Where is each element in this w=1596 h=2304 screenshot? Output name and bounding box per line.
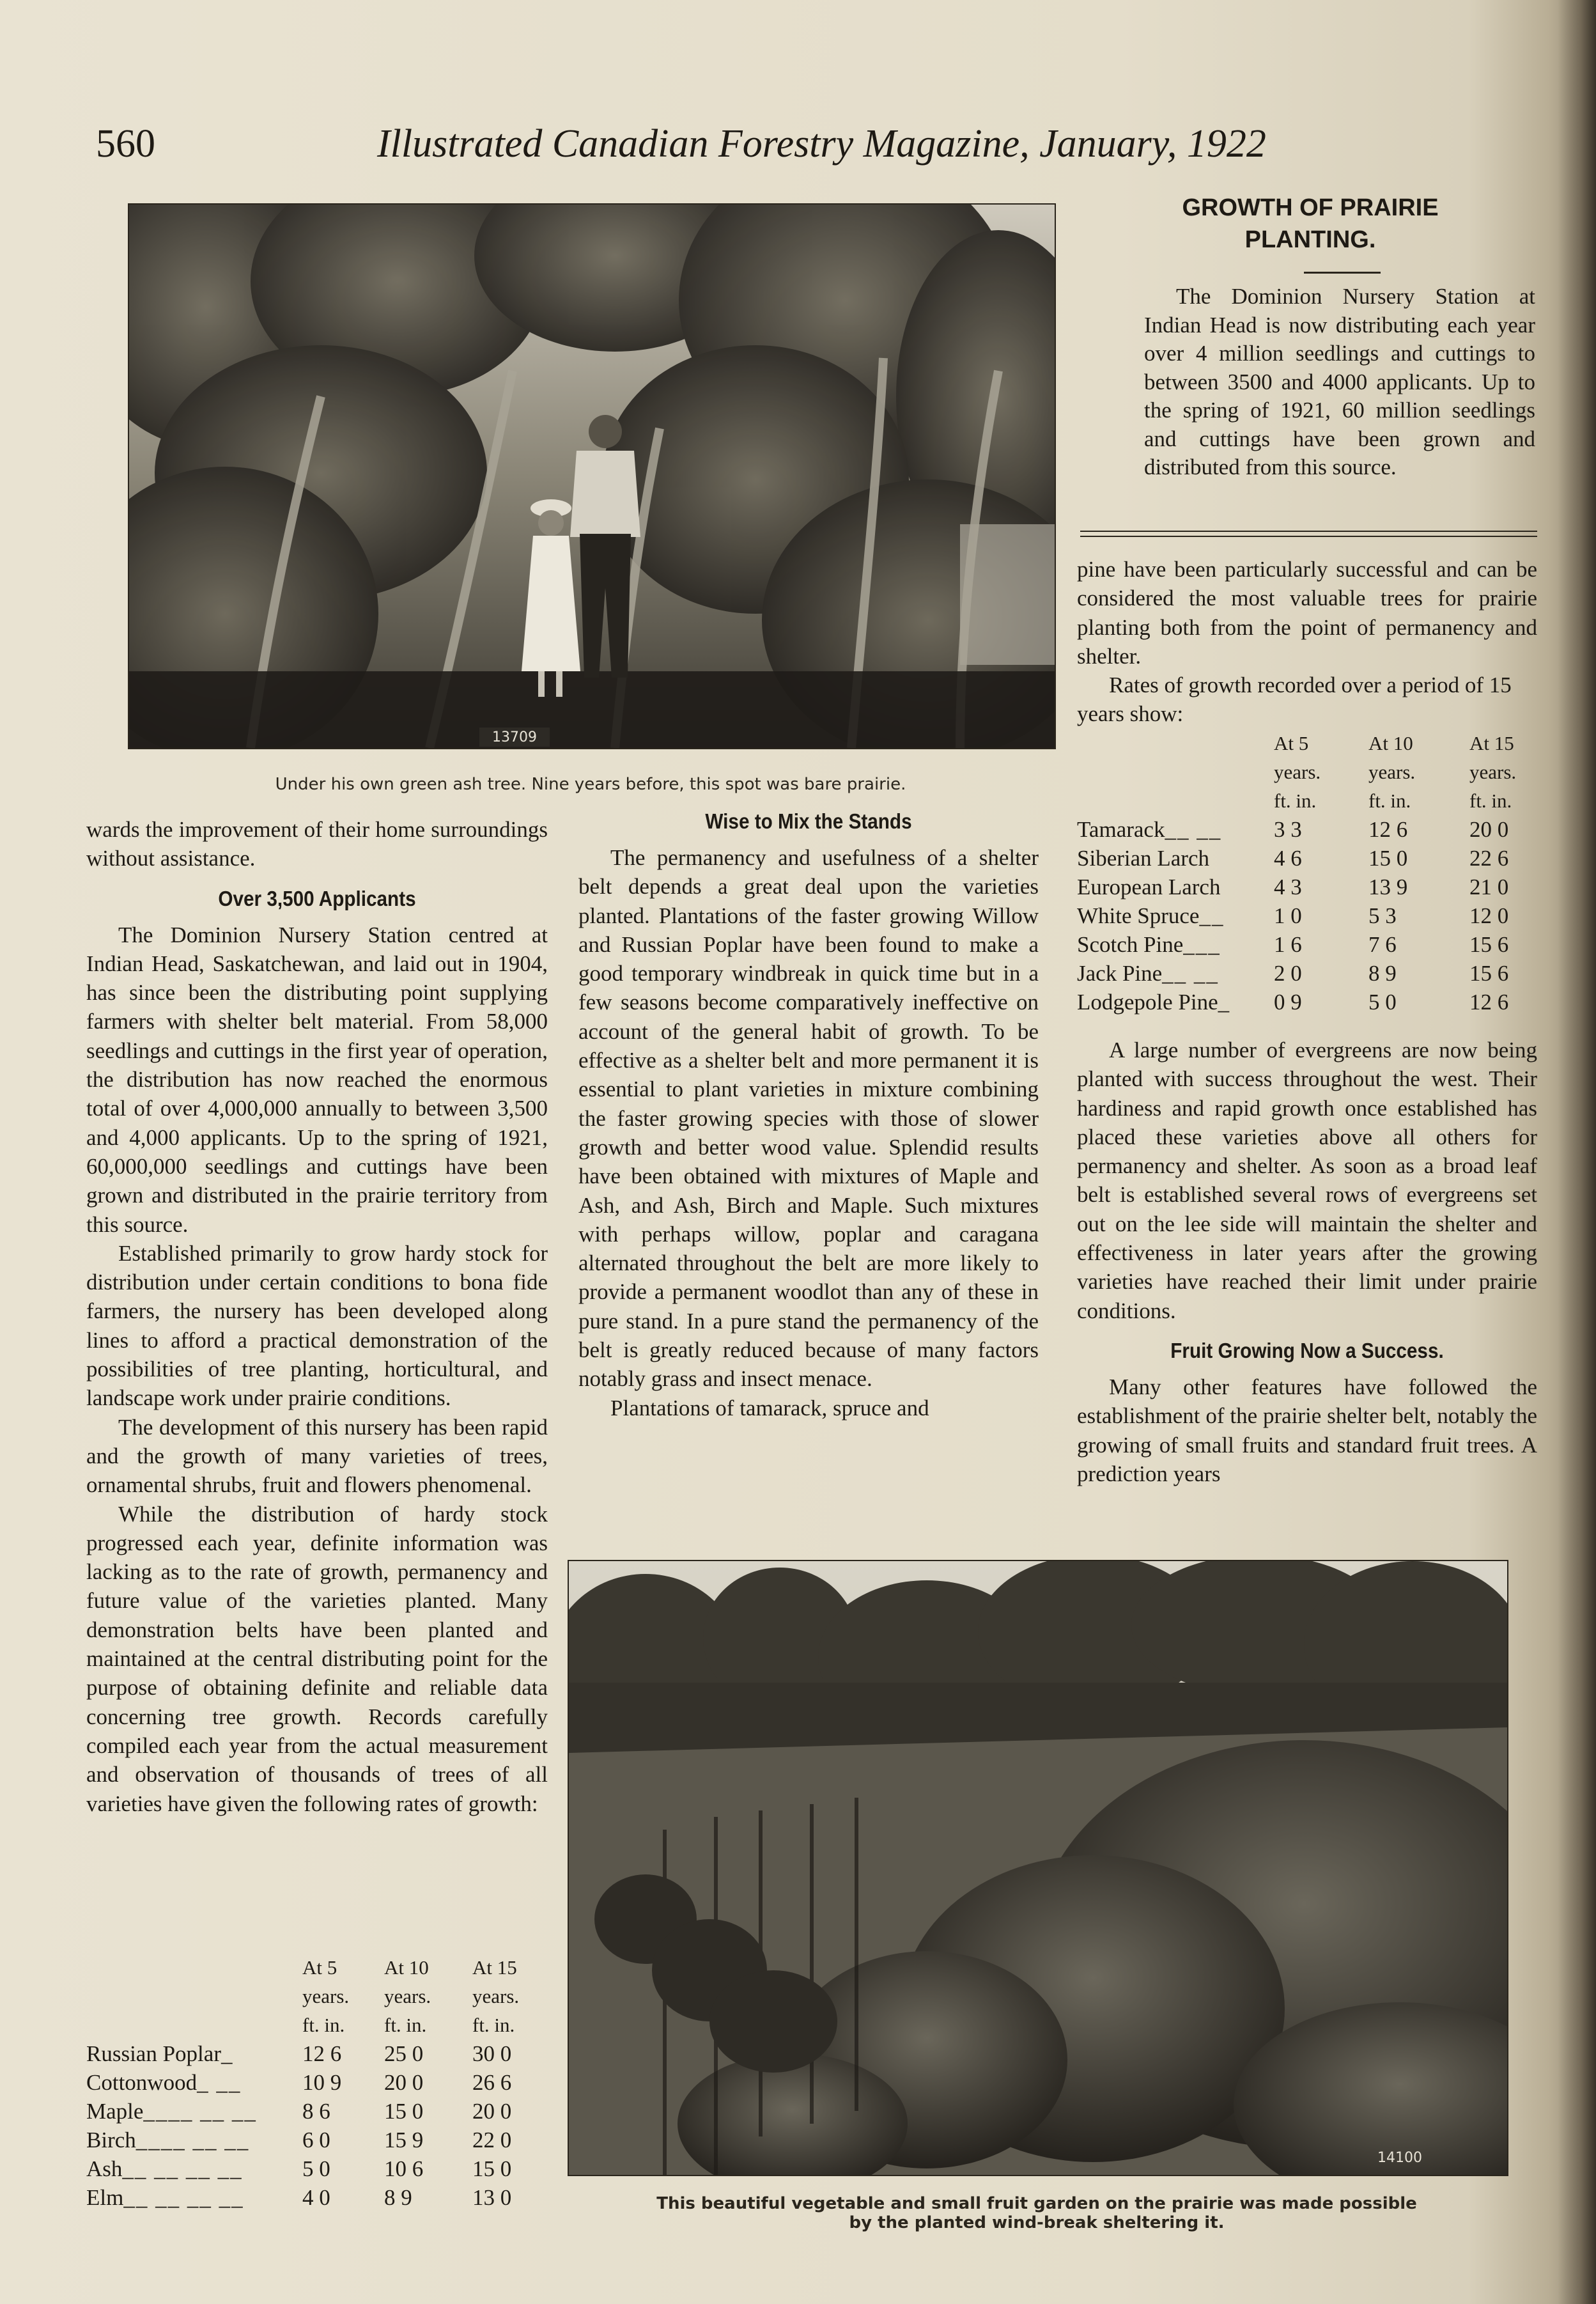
table-row [86,2039,549,2068]
col3-para-3: Many other features have followed the establishment of the prairie shelter belt, notably the growing of small fruits and standard fruit trees. A prediction years [1077,1374,1537,1486]
sidebar-double-rule [1080,531,1537,537]
growth-value: 1 6 [1274,932,1302,957]
table-subheader: years. [384,1985,431,2007]
growth-value: 22 6 [1469,846,1509,871]
table-units: ft. in. [384,2014,427,2036]
growth-value: 8 6 [302,2099,330,2124]
leader-dots: ____ __ __ [143,2099,257,2124]
tree-name: Jack Pine [1077,961,1163,986]
table-row [86,2097,549,2126]
photo-caption-top: Under his own green ash tree. Nine years before, this spot was bare prairie. [275,775,906,794]
tree-name: Maple [86,2099,144,2124]
sidebar-title [1080,192,1540,256]
table-row [1077,901,1553,930]
table-header-row [1077,729,1553,758]
growth-value: 3 3 [1274,817,1302,842]
photo-caption-bottom-line2: by the planted wind-break sheltering it. [849,2213,1225,2232]
growth-value: 8 9 [1368,961,1397,986]
table-units: ft. in. [1469,790,1512,812]
photo-green-ash-tree-image [129,205,1055,748]
growth-value: 12 6 [1368,817,1408,842]
leader-dots: ____ __ __ [136,2128,250,2152]
leader-dots: ___ [1183,932,1221,957]
leader-dots: __ __ __ __ [123,2185,244,2210]
growth-value: 20 0 [1469,817,1509,842]
table-units: ft. in. [1274,790,1317,812]
leader-dots: __ __ [1165,817,1222,842]
photo-fruit-garden [568,1560,1508,2176]
tree-name: Ash [86,2156,123,2181]
running-head: Illustrated Canadian Forestry Magazine, January, 1922 [377,122,1266,166]
col3-para-2: A large number of evergreens are now being planted with success throughout the west. Their hardiness and rapid growth once established has placed these varieties above all others for permanency and shelter. As soon as a broad leaf belt is established several rows of evergreens set out on the lee side will maintain the shelter and effectiveness in later years after the growing varieties have reached their limit under prairie conditions. [1077,1038,1537,1323]
table-subheader: years. [1469,761,1517,783]
growth-value: 26 6 [472,2070,512,2095]
col1-para-0: wards the improvement of their home surroundings without assistance. [86,817,548,871]
growth-value: 15 0 [472,2156,512,2181]
table-row [86,2068,549,2097]
table-header: At 15 [472,1956,517,1979]
growth-value: 15 6 [1469,932,1509,957]
growth-value: 12 0 [1469,903,1509,928]
table-units-row [86,2011,549,2039]
growth-value: 8 9 [384,2185,412,2210]
table-row [1077,930,1553,959]
growth-value: 20 0 [384,2070,424,2095]
table-subheader: years. [302,1985,350,2007]
tree-name: Russian Poplar [86,2041,221,2066]
col1-heading-applicants: Over 3,500 Applicants [218,886,416,910]
leader-dots: __ __ [1162,961,1219,986]
table-units-row [1077,786,1553,815]
growth-value: 15 0 [1368,846,1408,871]
tree-name: Siberian Larch [1077,846,1209,871]
table-header: At 5 [1274,732,1309,754]
growth-value: 12 6 [302,2041,342,2066]
col1-para-1: The Dominion Nursery Station centred at Indian Head, Saskatchewan, and laid out in 1904, has since been the distributing point supplying farmers with shelter belt material. From 58,000 seedlings and cuttings in the first year of operation, the distribution has now reached the enormous total of over 4,000,000 annually to between 3,500 and 4,000 applicants. Up to the spring of 1921, 60,000,000 seedlings and cuttings have been grown and distributed in the prairie territory from this source. [86,922,548,1237]
growth-value: 5 0 [1368,990,1397,1015]
growth-value: 21 0 [1469,875,1509,899]
table-subheader: years. [472,1985,520,2007]
col3-para-0: pine have been particularly successful and can be considered the most valuable trees for prairie planting both from the point of permanency and shelter. [1077,557,1537,669]
leader-dots: __ __ __ __ [122,2156,243,2181]
leader-dots: _ [221,2041,234,2066]
table-header: At 10 [384,1956,429,1979]
growth-value: 7 6 [1368,932,1397,957]
tree-name: White Spruce [1077,903,1200,928]
table-subheader-row [1077,758,1553,786]
growth-value: 15 6 [1469,961,1509,986]
growth-value: 5 0 [302,2156,330,2181]
sidebar-text-block [1144,283,1535,482]
col2-para-2: Plantations of tamarack, spruce and [610,1395,929,1421]
table-units: ft. in. [1368,790,1411,812]
table-row [1077,873,1553,901]
page-binding-shadow [1558,0,1596,2304]
growth-value: 20 0 [472,2099,512,2124]
col1-para-2: Established primarily to grow hardy stock for distribution under certain conditions to bona fide farmers, the nursery has been developed along lines to afford a practical demonstration of the possibilities of tree planting, horticultural, and landscape work under prairie conditions. [86,1240,548,1411]
sidebar-text: The Dominion Nursery Station at Indian Head is now distributing each year over 4 million seedlings and cuttings to between 3500 and 4000 applicants. Up to the spring of 1921, 60 million seedlings and cuttings have been grown and distributed from this source. [1144,284,1535,479]
growth-value: 4 6 [1274,846,1302,871]
leader-dots: _ __ [197,2070,242,2095]
tree-name: Cottonwood [86,2070,198,2095]
table-row [1077,988,1553,1016]
table-header-row [86,1953,549,1982]
growth-value: 13 9 [1368,875,1408,899]
col2-heading-mix-stands: Wise to Mix the Stands [705,809,912,833]
sidebar-title-line2: PLANTING. [1244,226,1376,253]
leader-dots: __ [1199,903,1225,928]
column-1 [86,815,548,1818]
table-row [86,2154,549,2183]
growth-value: 25 0 [384,2041,424,2066]
tree-name: Scotch Pine [1077,932,1184,957]
growth-value: 30 0 [472,2041,512,2066]
growth-value: 22 0 [472,2128,512,2152]
table-row [86,2183,549,2212]
table-row [1077,815,1553,844]
table-row [1077,844,1553,873]
table-units: ft. in. [472,2014,515,2036]
col1-para-3: The development of this nursery has been rapid and the growth of many varieties of trees, ornamental shrubs, fruit and flowers phenomenal. [86,1414,548,1498]
growth-value: 13 0 [472,2185,512,2210]
table-subheader-row [86,1982,549,2011]
growth-table-evergreen [1077,729,1553,1016]
tree-name: Lodgepole Pine [1077,990,1218,1015]
col1-para-4: While the distribution of hardy stock progressed each year, definite information was lacking as to the rate of growth, permanency and future value of the varieties planted. Many demonstration belts have been planted and maintained at the central distributing point for the purpose of obtaining definite and reliable data concerning tree growth. Records carefully compiled each year from the actual measurement and observation of thousands of trees of all varieties have given the following rates of growth: [86,1501,548,1816]
table-row [86,2126,549,2154]
tree-name: European Larch [1077,875,1221,899]
table-header: At 15 [1469,732,1514,754]
growth-value: 5 3 [1368,903,1397,928]
table-row [1077,959,1553,988]
growth-value: 4 0 [302,2185,330,2210]
growth-value: 1 0 [1274,903,1302,928]
photo-caption-bottom [568,2194,1506,2232]
tree-name: Elm [86,2185,124,2210]
col3-para-1: Rates of growth recorded over a period of 15 years show: [1077,673,1512,727]
growth-value: 10 6 [384,2156,424,2181]
photo-neg-number: 14100 [1377,2150,1422,2166]
column-3 [1077,555,1537,729]
column-2 [578,796,1039,1422]
col3-heading-fruit: Fruit Growing Now a Success. [1170,1338,1444,1362]
growth-value: 15 0 [384,2099,424,2124]
photo-caption-bottom-line1: This beautiful vegetable and small fruit garden on the prairie was made possible [656,2194,1417,2213]
photo-green-ash-tree [128,203,1056,749]
growth-table-broadleaf [86,1953,549,2212]
growth-value: 15 9 [384,2128,424,2152]
sidebar-title-line1: GROWTH OF PRAIRIE [1182,194,1439,221]
table-subheader: years. [1368,761,1416,783]
growth-value: 10 9 [302,2070,342,2095]
growth-value: 0 9 [1274,990,1302,1015]
growth-value: 2 0 [1274,961,1302,986]
table-header: At 5 [302,1956,337,1979]
sidebar-rule [1304,272,1381,274]
table-subheader: years. [1274,761,1321,783]
tree-name: Birch [86,2128,136,2152]
table-header: At 10 [1368,732,1413,754]
col2-para-1: The permanency and usefulness of a shelter belt depends a great deal upon the varieties planted. Plantations of the faster growing Willow and Russian Poplar have been found to make a good temporary windbreak in quick time but in a few seasons become comparatively ineffective on account of the general habit of growth. To be effective as a shelter belt and more permanent it is essential to plant varieties in mixture combining the faster growing species with those of slower growth and better wood value. Splendid results have been obtained with mixtures of Maple and Ash, and Ash, Birch and Maple. Such mixtures with perhaps willow, poplar and caragana alternated throughout the belt are more likely to provide a permanent woodlot than any of these in pure stand. In a pure stand the permanency of the belt is greatly reduced because of many factors notably grass and insect menace. [578,845,1039,1392]
growth-value: 4 3 [1274,875,1302,899]
column-3-lower [1077,1036,1537,1488]
tree-name: Tamarack [1077,817,1165,842]
photo-fruit-garden-image [569,1561,1507,2175]
leader-dots: _ [1218,990,1231,1015]
growth-value: 12 6 [1469,990,1509,1015]
page-number: 560 [96,122,155,166]
growth-value: 6 0 [302,2128,330,2152]
table-units: ft. in. [302,2014,345,2036]
photo-neg-number: 13709 [492,729,537,745]
